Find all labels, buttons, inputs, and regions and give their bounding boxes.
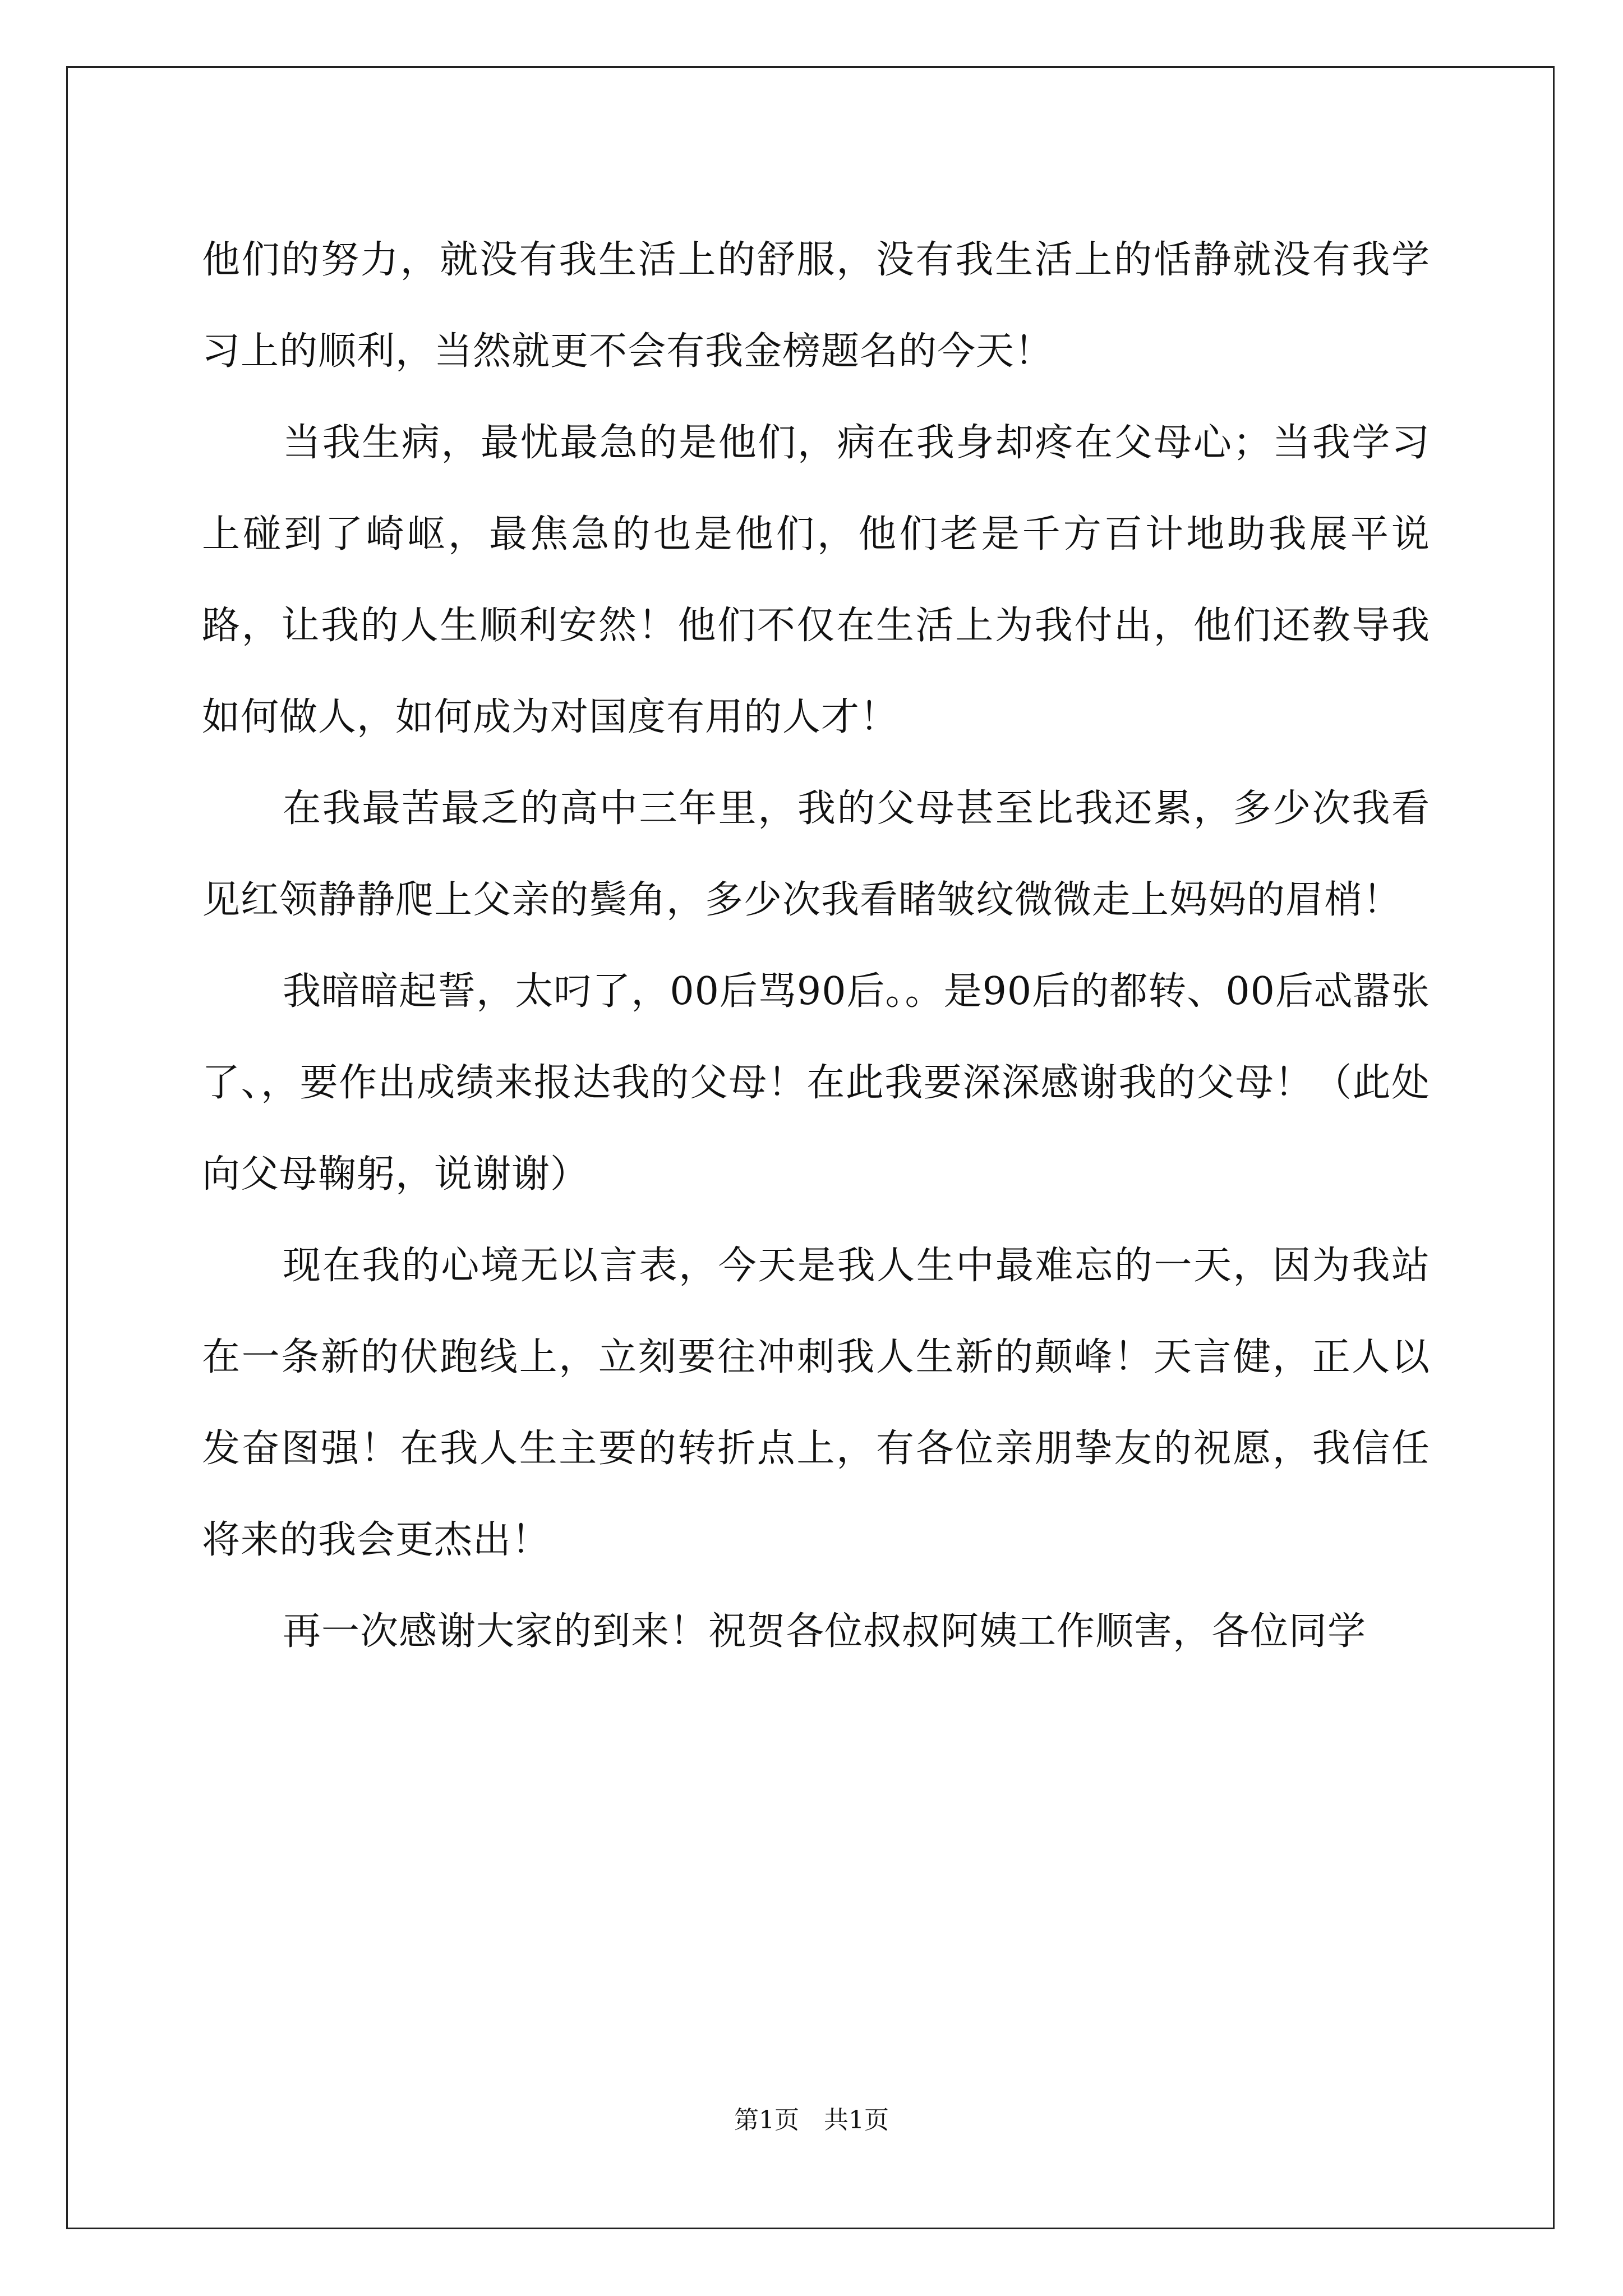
paragraph-6: 再一次感谢大家的到来！祝贺各位叔叔阿姨工作顺害，各位同学: [283, 1609, 1367, 1654]
paragraph-3: 在我最苦最乏的高中三年里，我的父母甚至比我还累，多少次我看见红领静静爬上父亲的鬓角，多少次我看睹皱纹微微走上妈妈的眉梢！: [202, 786, 1430, 922]
paragraph-2: 当我生病，最忧最急的是他们，病在我身却疼在父母心；当我学习上碰到了崎岖，最焦急的也是他们，他们老是千方百计地助我展平说路，让我的人生顺利安然！他们不仅在生活上为我付出，他们还教导我如何做人，如何成为对国度有用的人才！: [202, 421, 1430, 739]
paragraph-5: 现在我的心境无以言表，今天是我人生中最难忘的一天，因为我站在一条新的伏跑线上，立刻要往冲刺我人生新的颠峰！天言健，正人以发奋图强！在我人生主要的转折点上，有各位亲朋挚友的祝愿，我信任将来的我会更杰出！: [202, 1244, 1430, 1562]
paragraph-4: 我暗暗起誓，太叼了，00后骂90后。。是90后的都转、00后忒嚣张了、，要作出成绩来报达我的父母！在此我要深深感谢我的父母！（此处向父母鞠躬，说谢谢）: [202, 969, 1430, 1197]
document-body: [202, 214, 1430, 1677]
page-number-footer: 第1页 共1页: [734, 2106, 889, 2134]
paragraph-1: 他们的努力，就没有我生活上的舒服，没有我生活上的恬静就没有我学习上的顺利，当然就更不会有我金榜题名的今天！: [202, 238, 1430, 374]
